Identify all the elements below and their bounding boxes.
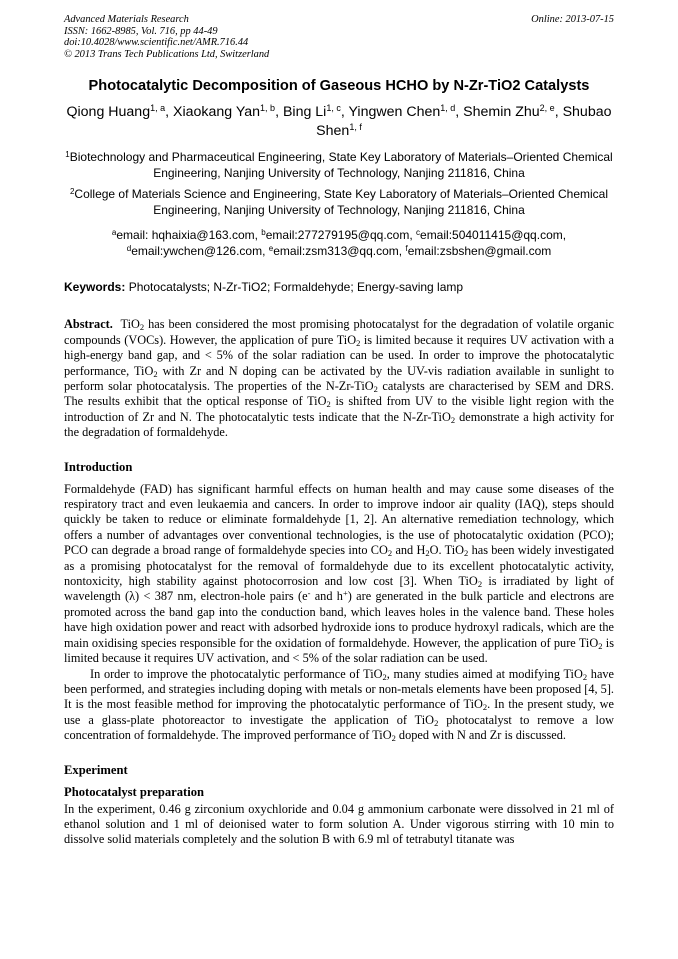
keywords-text: Photocatalysts; N-Zr-TiO2; Formaldehyde; Energy-saving lamp — [128, 280, 464, 295]
journal-name: Advanced Materials Research — [64, 14, 189, 25]
author: Xiaokang Yan$^{1, b}$ — [173, 103, 276, 121]
paper-title: Photocatalytic Decomposition of Gaseous HCHO by N-Zr-TiO2 Catalysts — [88, 78, 590, 95]
intro-paragraph-1: Formaldehyde (FAD) has significant harmful effects on human health and may cause some diseases of the respiratory tract and even leukaemia and cancers. In order to improve indoor air quality (IAQ), steps should quickly be taken to reduce or eliminate formaldehyde [1, 2]. An alternative remediation technology, which offers a number of advantages over conventional technologies, is the use of photocatalytic oxidation (PCO); PCO can degrade a broad range of formaldehyde species into $CO_2$ and $H_2O$. TiO$_2$ has been widely investigated as a promising photocatalyst for the removal of formaldehyde due to its excellent photocatalytic activity, nontoxicity, high stability against photocorrosion and low cost [3]. When TiO$_2$ is irradiated by light of wavelength (λ) < 387 nm, electron-hole pairs (e- and h+) are generated in the bulk particle and electrons are promoted across the band gap into the conduction band, which leaves holes in the valence band. These holes have high oxidation power and react with adsorbed hydroxide ions to produce hydroxyl radicals, which are the main oxidising species responsible for the oxidation of formaldehyde. However, the application of pure TiO$_2$ is limited because it requires UV activation, and < 5% of the solar radiation can be used. — [64, 481, 614, 666]
journal-header — [64, 14, 614, 60]
keywords — [64, 280, 614, 295]
copyright-line: © 2013 Trans Tech Publications Ltd, Switzerland — [64, 48, 270, 60]
author: Qiong Huang$^{1, a}$ — [66, 103, 166, 121]
author-list: Qiong Huang$^{1, a}$, Xiaokang Yan$^{1, b}$, Bing Li$^{1, c}$, Yingwen Chen$^{1, d}$, Shemin Zhu$^{2, e}$, Shubao Shen$^{1, f}$ — [66, 103, 612, 140]
abstract: Abstract. TiO$_2$ has been considered the most promising photocatalyst for the degradation of volatile organic compounds (VOCs). However, the application of pure TiO$_2$ is limited because it requires UV activation with a high-energy band gap, and < 5% of the solar radiation can be used. In order to improve the photocatalytic performance, TiO$_2$ with Zr and N doping can be activated by the UV-vis radiation available in sunlight to perform solar photocatalysis. The properties of the N-Zr-TiO$_2$ catalysts are characterised by SEM and DRS. The results exhibit that the optical response of TiO$_2$ is shifted from UV to the visible light region with the introduction of Zr and N. The photocatalytic tests indicate that the N-Zr-TiO$_2$ demonstrate a high activity for the degradation of formaldehyde. — [64, 317, 614, 440]
section-heading-introduction: Introduction — [64, 459, 133, 474]
author: Shemin Zhu$^{2, e}$ — [463, 103, 555, 121]
affiliation-2: $^2$College of Materials Science and Engineering, State Key Laboratory of Materials–Oriented Chemical Engineering, Nanjing University of Technology, Nanjing 211816, China — [69, 187, 609, 217]
author: Yingwen Chen$^{1, d}$ — [348, 103, 456, 121]
abstract-label: Abstract. — [64, 317, 113, 332]
keywords-label: Keywords: — [64, 280, 126, 295]
intro-paragraph-2: In order to improve the photocatalytic performance of TiO$_2$, many studies aimed at modifying TiO$_2$ have been performed, and strategies including doping with metals or non-metals elements have been proposed [4, 5]. It is the most feasible method for improving the photocatalytic performance of TiO$_2$. In the present study, we use a glass-plate photoreactor to investigate the application of TiO$_2$ photocatalyst to remove a low concentration of formaldehyde. The improved performance of TiO$_2$ doped with N and Zr is discussed. — [64, 666, 615, 744]
doi-line: doi:10.4028/www.scientific.net/AMR.716.44 — [64, 37, 249, 49]
section-heading-experiment: Experiment — [64, 762, 128, 777]
issn-line: ISSN: 1662-8985, Vol. 716, pp 44-49 — [64, 25, 218, 37]
online-date: Online: 2013-07-15 — [531, 14, 614, 25]
affiliation-1: $^1$Biotechnology and Pharmaceutical Engineering, State Key Laboratory of Materials–Oriented Chemical Engineering, Nanjing University of Technology, Nanjing 211816, China — [65, 150, 613, 180]
email-list: $^a$email: hqhaixia@163.com, $^b$email:277279195@qq.com, $^c$email:504011415@qq.com, $^d$email:ywchen@126.com, $^e$email:zsm313@qq.com, $^f$email:zsbshen@gmail.com — [111, 228, 567, 258]
subsection-heading-preparation: Photocatalyst preparation — [64, 784, 205, 799]
experiment-paragraph-1: In the experiment, 0.46 g zirconium oxychloride and 0.04 g ammonium carbonate were dissolved in 21 ml of ethanol solution and 1 ml of deionised water to form solution A. Under vigorous stirring with 10 min to dissolve solid materials completely and the solution B with 6.9 ml of tetrabutyl titanate was — [64, 801, 614, 847]
author: Shubao Shen$^{1, f}$ — [316, 104, 612, 140]
author: Bing Li$^{1, c}$ — [282, 103, 341, 121]
